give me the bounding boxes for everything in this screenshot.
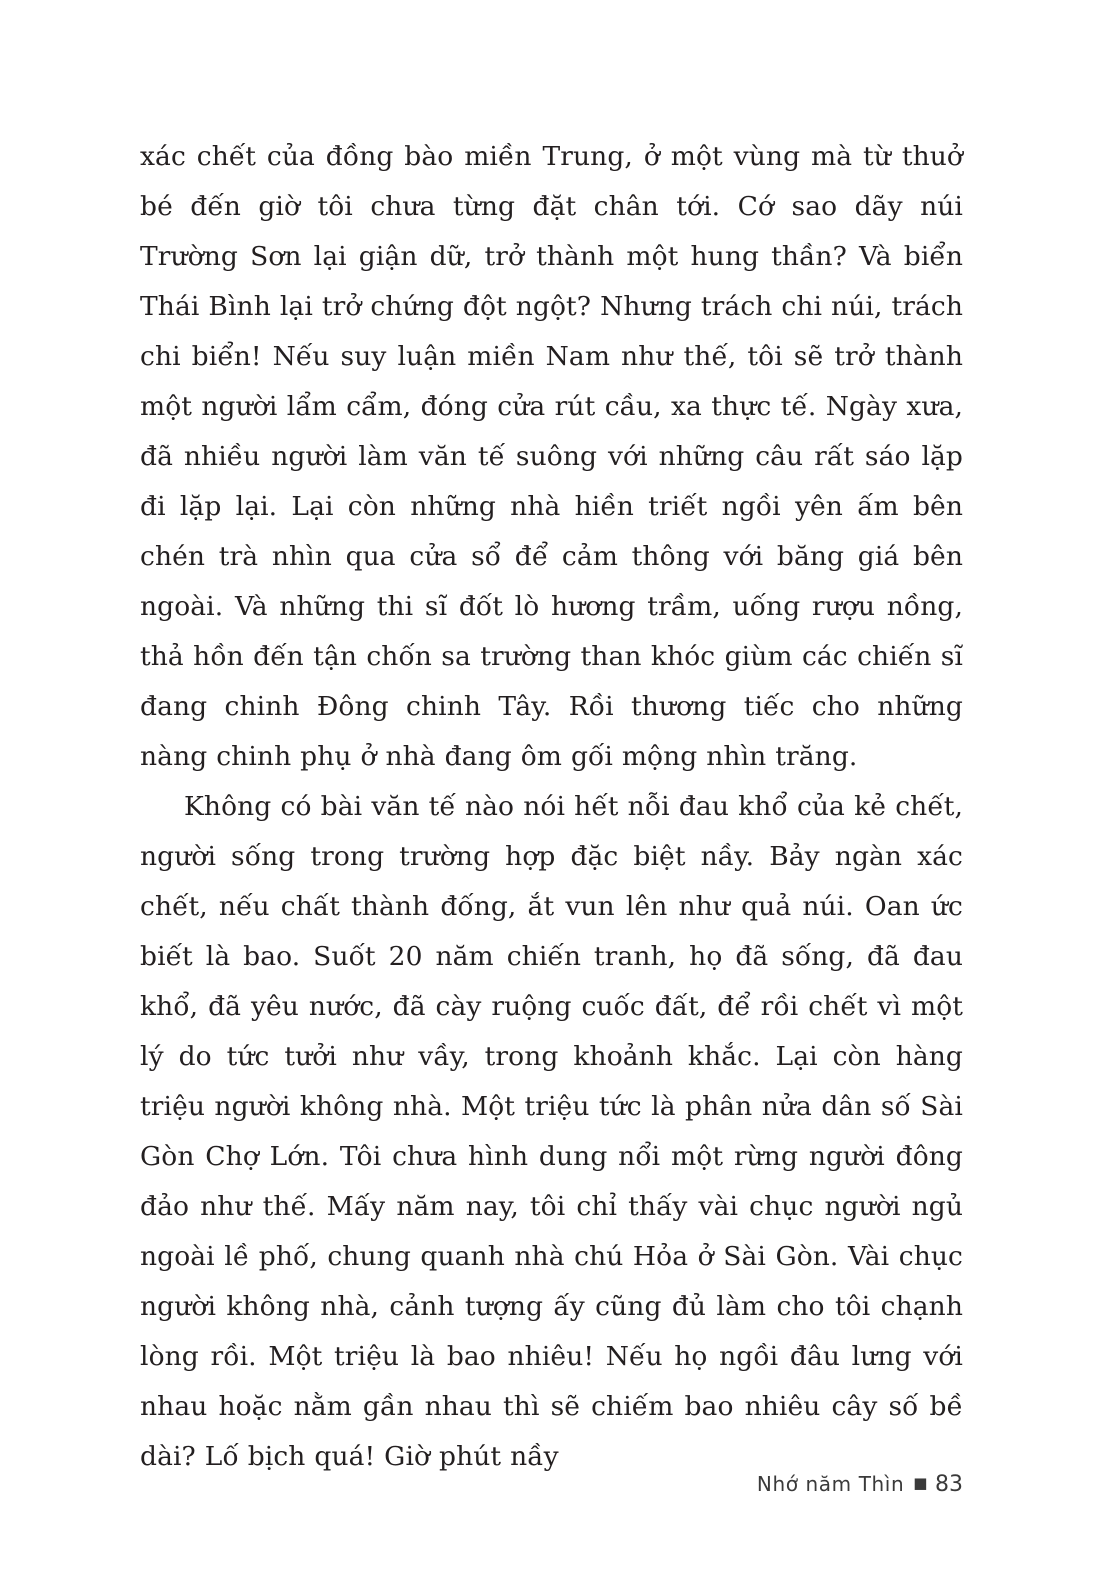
paragraph-continuation: xác chết của đồng bào miền Trung, ở một vùng mà từ thuở bé đến giờ tôi chưa từng đặt chân tới. Cớ sao dãy núi Trường Sơn lại giận dữ, trở thành một hung thần? Và biển Thái Bình lại trở chứng đột ngột? Nhưng trách chi núi, trách chi biển! Nếu suy luận miền Nam như thế, tôi sẽ trở thành một người lẩm cẩm, đóng cửa rút cầu, xa thực tế. Ngày xưa, đã nhiều người làm văn tế suông với những câu rất sáo lặp đi lặp lại. Lại còn những nhà hiền triết ngồi yên ấm bên chén trà nhìn qua cửa sổ để cảm thông với băng giá bên ngoài. Và những thi sĩ đốt lò hương trầm, uống rượu nồng, thả hồn đến tận chốn sa trường than khóc giùm các chiến sĩ đang chinh Đông chinh Tây. Rồi thương tiếc cho những nàng chinh phụ ở nhà đang ôm gối mộng nhìn trăng. bbox=[140, 141, 963, 772]
footer-separator-icon: ■ bbox=[913, 1474, 928, 1492]
page-footer bbox=[140, 1472, 963, 1497]
page-number: 83 bbox=[935, 1472, 963, 1497]
footer-chapter-title: Nhớ năm Thìn bbox=[756, 1472, 905, 1496]
paragraph-second: Không có bài văn tế nào nói hết nỗi đau khổ của kẻ chết, người sống trong trường hợp đặc biệt nầy. Bảy ngàn xác chết, nếu chất thành đống, ắt vun lên như quả núi. Oan ức biết là bao. Suốt 20 năm chiến tranh, họ đã sống, đã đau khổ, đã yêu nước, đã cày ruộng cuốc đất, để rồi chết vì một lý do tức tưởi như vầy, trong khoảnh khắc. Lại còn hàng triệu người không nhà. Một triệu tức là phân nửa dân số Sài Gòn Chợ Lớn. Tôi chưa hình dung nổi một rừng người đông đảo như thế. Mấy năm nay, tôi chỉ thấy vài chục người ngủ ngoài lề phố, chung quanh nhà chú Hỏa ở Sài Gòn. Vài chục người không nhà, cảnh tượng ấy cũng đủ làm cho tôi chạnh lòng rồi. Một triệu là bao nhiêu! Nếu họ ngồi đâu lưng với nhau hoặc nằm gần nhau thì sẽ chiếm bao nhiêu cây số bề dài? Lố bịch quá! Giờ phút nầy bbox=[140, 791, 963, 1472]
page-body bbox=[140, 132, 963, 1482]
